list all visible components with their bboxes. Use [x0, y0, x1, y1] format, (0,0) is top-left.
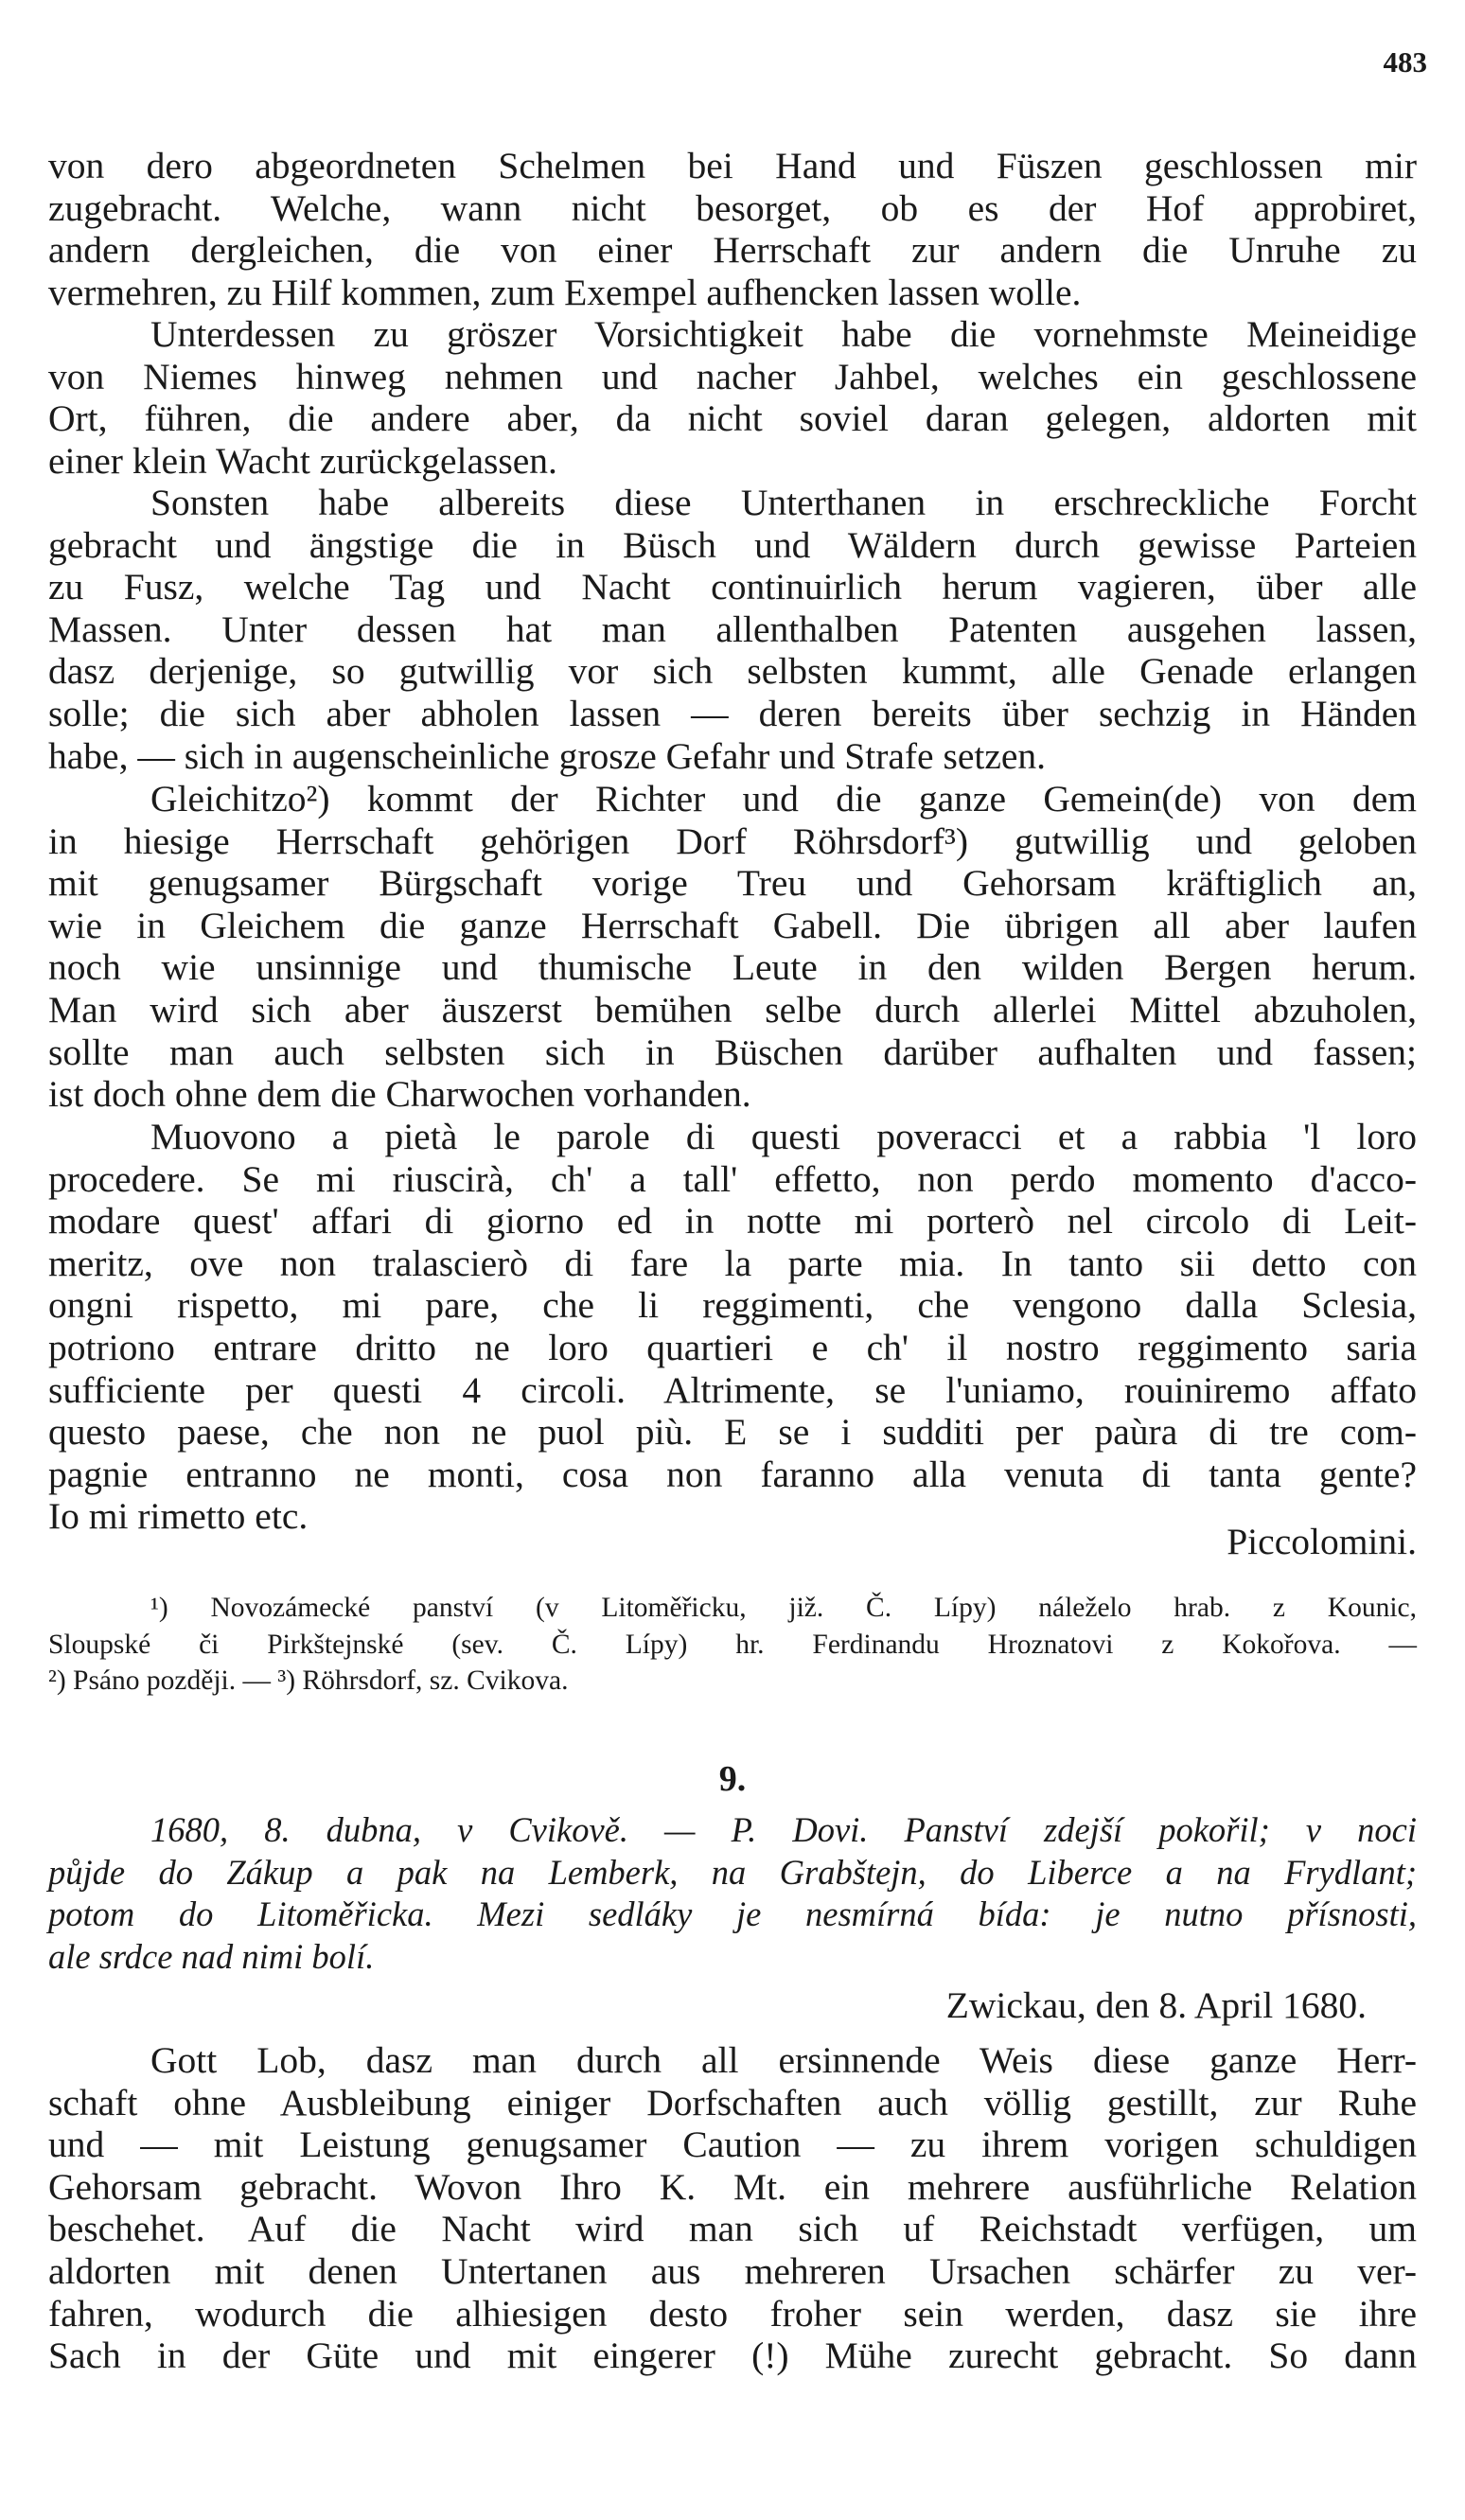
paragraph-lines: [48, 1116, 1417, 1538]
paragraph-lines: [48, 2039, 1417, 2377]
footnotes: [48, 1590, 1417, 1700]
footnote-lines: [48, 1590, 1417, 1700]
text-line: modare quest' affari di giorno ed in notte mi porterò nel circolo di Leit-: [48, 1200, 1417, 1242]
text-line: Sach in der Güte und mit eingerer (!) Mühe zurecht gebracht. So dann: [48, 2335, 1417, 2377]
text-line: aldorten mit denen Untertanen aus mehreren Ursachen schärfer zu ver-: [48, 2249, 1417, 2292]
regest-line: potom do Litoměřicka. Mezi sedláky je nesmírná bída: je nutno přísnosti,: [48, 1894, 1417, 1934]
document-number: 9.: [718, 1759, 747, 1799]
text-line: pagnie entranno ne monti, cosa non faranno alla venuta di tanta gente?: [48, 1453, 1417, 1495]
text-line: habe, — sich in augenscheinliche grosze Gefahr und Strafe setzen.: [48, 734, 1047, 777]
text-line: mit genugsamer Bürgschaft vorige Treu und Gehorsam kräftiglich an,: [48, 862, 1417, 905]
text-line: Unterdessen zu gröszer Vorsichtigkeit habe die vornehmste Meineidige: [150, 313, 1417, 355]
paragraph-lines: [48, 145, 1417, 313]
text-line: Ort, führen, die andere aber, da nicht soviel daran gelegen, aldorten mit: [48, 397, 1417, 440]
text-line: gebracht und ängstige die in Büsch und Wäldern durch gewisse Parteien: [48, 523, 1417, 566]
text-line: dasz derjenige, so gutwillig vor sich selbsten kummt, alle Genade erlangen: [48, 650, 1417, 693]
text-line: und — mit Leistung genugsamer Caution — zu ihrem vorigen schuldigen: [48, 2123, 1417, 2166]
paragraph-4: [48, 778, 1417, 1116]
text-line: schaft ohne Ausbleibung einiger Dorfschaften auch völlig gestillt, zur Ruhe: [48, 2081, 1417, 2123]
footnote-line: Sloupské či Pirkštejnské (sev. Č. Lípy) hr. Ferdinandu Hroznatovi z Kokořova. —: [48, 1629, 1417, 1660]
text-line: fahren, wodurch die alhiesigen desto froher sein werden, dasz sie ihre: [48, 2292, 1417, 2335]
paragraph-lines: [48, 482, 1417, 777]
place-date: Zwickau, den 8. April 1680.: [945, 1984, 1367, 2026]
text-line: in hiesige Herrschaft gehörigen Dorf Röhrsdorf³) gutwillig und geloben: [48, 819, 1417, 862]
text-line: meritz, ove non tralascierò di fare la parte mia. In tanto sii detto con: [48, 1242, 1417, 1284]
text-line: ongni rispetto, mi pare, che li reggimenti, che vengono dalla Sclesia,: [48, 1284, 1417, 1327]
text-line: von Niemes hinweg nehmen und nacher Jahbel, welches ein geschlossene: [48, 355, 1417, 397]
paragraph-5: [48, 1116, 1417, 1538]
text-line: Gott Lob, dasz man durch all ersinnende Weis diese ganze Herr-: [150, 2039, 1417, 2081]
text-line: Man wird sich aber äuszerst bemühen selbe durch allerlei Mittel abzuholen,: [48, 988, 1417, 1031]
text-line: sollte man auch selbsten sich in Büschen darüber aufhalten und fassen;: [48, 1031, 1417, 1073]
text-line: zu Fusz, welche Tag und Nacht continuirlich herum vagieren, über alle: [48, 566, 1417, 608]
regest-lines: [48, 1809, 1417, 1978]
page-number: 483: [1383, 45, 1427, 79]
text-line: andern dergleichen, die von einer Herrschaft zur andern die Unruhe zu: [48, 229, 1417, 272]
regest-line: půjde do Zákup a pak na Lemberk, na Grabštejn, do Liberce a na Frydlant;: [48, 1852, 1417, 1892]
paragraph-6: [48, 2039, 1417, 2377]
regest-line: ale srdce nad nimi bolí.: [48, 1936, 375, 1976]
text-line: wie in Gleichem die ganze Herrschaft Gabell. Die übrigen all aber laufen: [48, 904, 1417, 946]
text-line: von dero abgeordneten Schelmen bei Hand und Füszen geschlossen mir: [48, 145, 1417, 186]
text-line: beschehet. Auf die Nacht wird man sich uf Reichstadt verfügen, um: [48, 2208, 1417, 2250]
text-line: vermehren, zu Hilf kommen, zum Exempel aufhencken lassen wolle.: [48, 271, 1082, 313]
footnote-line: ²) Psáno později. — ³) Röhrsdorf, sz. Cvikova.: [48, 1665, 569, 1696]
text-line: Gehorsam gebracht. Wovon Ihro K. Mt. ein mehrere ausführliche Relation: [48, 2165, 1417, 2208]
footnote-line: ¹) Novozámecké panství (v Litoměřicku, již. Č. Lípy) náleželo hrab. z Kounic,: [150, 1593, 1417, 1623]
text-line: potriono entrare dritto ne loro quartieri e ch' il nostro reggimento saria: [48, 1326, 1417, 1368]
text-line: einer klein Wacht zurückgelassen.: [48, 439, 557, 482]
paragraph-lines: [48, 313, 1417, 482]
paragraph-2: [48, 313, 1417, 482]
text-line: questo paese, che non ne puol più. E se i sudditi per paùra di tre com-: [48, 1411, 1417, 1454]
regest-line: 1680, 8. dubna, v Cvikově. — P. Dovi. Panství zdejší pokořil; v noci: [150, 1810, 1417, 1849]
text-line: sufficiente per questi 4 circoli. Altrimente, se l'uniamo, rouiniremo affato: [48, 1368, 1417, 1411]
regest: [48, 1809, 1417, 1978]
text-line: Muovono a pietà le parole di questi poveracci et a rabbia 'l loro: [150, 1116, 1417, 1157]
text-line: noch wie unsinnige und thumische Leute in den wilden Bergen herum.: [48, 946, 1417, 989]
text-line: solle; die sich aber abholen lassen — deren bereits über sechzig in Händen: [48, 692, 1417, 734]
text-line: ist doch ohne dem die Charwochen vorhanden.: [48, 1073, 751, 1116]
text-line: Massen. Unter dessen hat man allenthalben Patenten ausgehen lassen,: [48, 608, 1417, 650]
paragraph-lines: [48, 778, 1417, 1116]
text-line: Io mi rimetto etc.: [48, 1495, 309, 1538]
text-line: zugebracht. Welche, wann nicht besorget, ob es der Hof approbiret,: [48, 186, 1417, 229]
text-line: Sonsten habe albereits diese Unterthanen in erschreckliche Forcht: [150, 482, 1417, 523]
signature: Piccolomini.: [1227, 1521, 1417, 1562]
text-line: procedere. Se mi riuscirà, ch' a tall' effetto, non perdo momento d'acco-: [48, 1157, 1417, 1200]
paragraph-3: [48, 482, 1417, 777]
paragraph-1: [48, 145, 1417, 313]
text-line: Gleichitzo²) kommt der Richter und die ganze Gemein(de) von dem: [150, 778, 1417, 819]
